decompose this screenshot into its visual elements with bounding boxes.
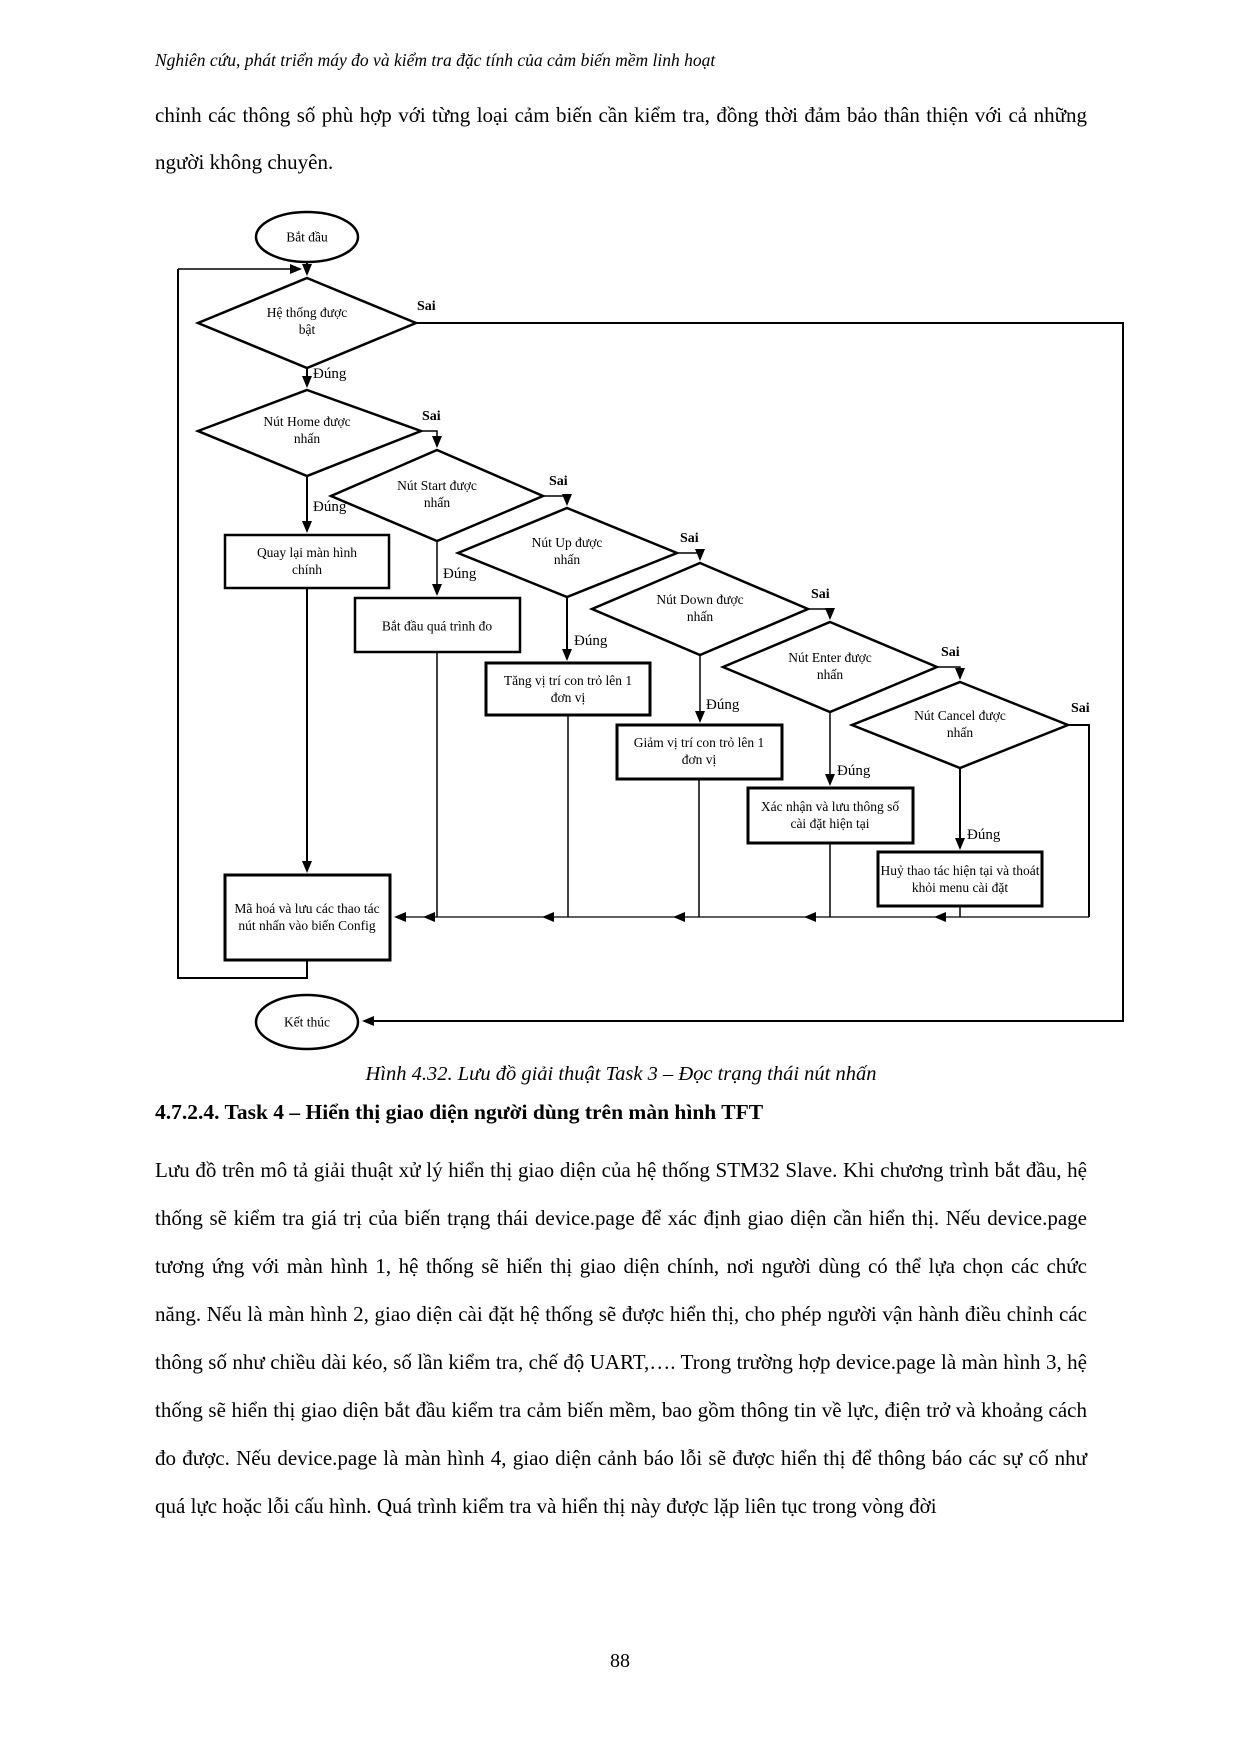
merge-arrowhead [804, 912, 816, 922]
decision-label: Hệ thống được bật [266, 305, 348, 337]
running-head: Nghiên cứu, phát triển máy đo và kiểm tra đặc tính của cảm biến mềm linh hoạt [155, 50, 716, 70]
d3-sai-connector [543, 496, 567, 504]
section-heading: 4.7.2.4. Task 4 – Hiển thị giao diện người dùng trên màn hình TFT [155, 1100, 764, 1124]
start-terminator-label: Bắt đầu [286, 229, 328, 245]
flowchart-figure [150, 190, 1150, 1065]
branch-label-sai: Sai [417, 299, 436, 314]
figure-caption: Hình 4.32. Lưu đồ giải thuật Task 3 – Đọc trạng thái nút nhấn [365, 1063, 877, 1085]
branch-label-sai: Sai [422, 409, 441, 424]
merge-arrowhead [423, 912, 435, 922]
branch-label-dung: Đúng [706, 697, 740, 713]
decision-label: Nút Up được nhấn [531, 535, 603, 567]
process-label: Xác nhận và lưu thông số cài đặt hiện tại [760, 799, 900, 831]
process-label: Huỷ thao tác hiện tại và thoát khỏi menu cài đặt [880, 863, 1040, 895]
branch-label-dung: Đúng [443, 566, 477, 582]
decision-label: Nút Start được nhấn [397, 478, 477, 510]
process-label: Tăng vị trí con trỏ lên 1 đơn vị [503, 673, 633, 705]
d6-sai-connector [937, 667, 960, 678]
branch-label-sai: Sai [549, 474, 568, 489]
decision-label: Nút Home được nhấn [263, 414, 351, 446]
branch-label-sai: Sai [811, 587, 830, 602]
branch-label-dung: Đúng [837, 763, 871, 779]
process-label: Quay lại màn hình chính [256, 545, 358, 577]
merge-arrowhead [934, 912, 946, 922]
decision-label: Nút Cancel được nhấn [914, 708, 1006, 740]
d2-sai-connector [421, 431, 437, 446]
branch-label-dung: Đúng [313, 366, 347, 382]
end-terminator-label: Kết thúc [283, 1014, 331, 1030]
process-label: Giảm vị trí con trỏ lên 1 đơn vị [633, 735, 765, 767]
body-paragraph: Lưu đồ trên mô tả giải thuật xử lý hiển thị giao diện của hệ thống STM32 Slave. Khi chương trình bắt đầu, hệ thống sẽ kiểm tra giá trị của biến trạng thái device.page để xác định giao diện cần hiển thị. Nếu device.page tương ứng với màn hình 1, hệ thống sẽ hiển thị giao diện chính, nơi người dùng có thể lựa chọn các chức năng. Nếu là màn hình 2, giao diện cài đặt hệ thống sẽ được hiển thị, cho phép người vận hành điều chỉnh các thông số như chiều dài kéo, số lần kiểm tra, chế độ UART,…. Trong trường hợp device.page là màn hình 3, hệ thống sẽ hiển thị giao diện bắt đầu kiểm tra cảm biến mềm, bao gồm thông tin về lực, điện trở và khoảng cách đo được. Nếu device.page là màn hình 4, giao diện cảnh báo lỗi sẽ được hiển thị để thông báo các sự cố như quá lực hoặc lỗi cấu hình. Quá trình kiểm tra và hiển thị này được lặp liên tục trong vòng đời [155, 1158, 1087, 1518]
process-label: Mã hoá và lưu các thao tác nút nhấn vào biến Config [234, 901, 380, 933]
branch-label-dung: Đúng [967, 827, 1001, 843]
branch-label-dung: Đúng [313, 499, 347, 515]
d4-sai-connector [677, 553, 700, 559]
intro-paragraph: chỉnh các thông số phù hợp với từng loại cảm biến cần kiểm tra, đồng thời đảm bảo thân thiện với cả những người không chuyên. [155, 103, 1087, 174]
branch-label-sai: Sai [1071, 701, 1090, 716]
page-number: 88 [610, 1650, 630, 1672]
decision-label: Nút Down được nhấn [656, 592, 744, 624]
branch-label-dung: Đúng [574, 633, 608, 649]
merge-arrowhead [673, 912, 685, 922]
decision-label: Nút Enter được nhấn [788, 650, 872, 682]
branch-label-sai: Sai [941, 645, 960, 660]
loop-connector [178, 269, 307, 978]
d5-sai-connector [808, 609, 830, 618]
merge-arrowhead [542, 912, 554, 922]
branch-label-sai: Sai [680, 531, 699, 546]
process-label: Bắt đầu quá trình đo [381, 618, 493, 634]
d7-sai-connector [1068, 725, 1089, 917]
